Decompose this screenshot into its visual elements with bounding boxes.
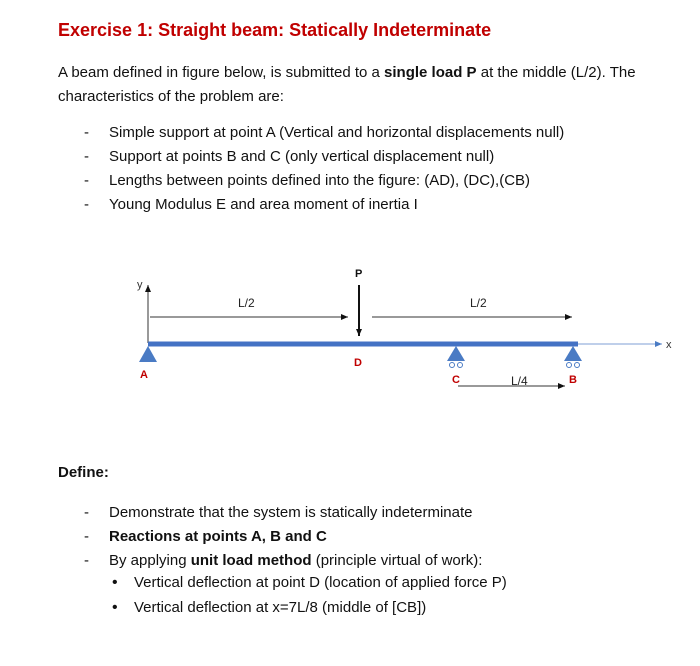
dimension-label-db: L/2 [470, 296, 487, 310]
define-item: - Demonstrate that the system is statically indeterminate [84, 501, 482, 525]
define-item [84, 525, 482, 549]
support-a-icon [139, 346, 157, 362]
exercise-title: Exercise 1: Straight beam: Statically Indeterminate [58, 20, 492, 40]
load-label: P [355, 268, 363, 280]
define-item-bold: unit load method [190, 552, 312, 569]
characteristic-item: - Young Modulus E and area moment of inertia I [84, 193, 564, 217]
point-a-label: A [140, 369, 148, 381]
beam-diagram [0, 255, 700, 405]
intro-load-bold: single load P [384, 64, 477, 81]
intro-text-start: A beam defined in figure below, is submitted to a [58, 64, 385, 81]
bullet-item: • Vertical deflection at x=7L/8 (middle of [CB]) [110, 595, 507, 620]
intro-text-end: at the middle (L/2). The characteristics of the problem are: [58, 64, 636, 105]
y-axis-label: y [137, 279, 143, 291]
intro-paragraph [58, 61, 668, 109]
define-item-bold: Reactions at points A, B and C [109, 528, 327, 545]
dimension-label-ad: L/2 [238, 296, 255, 310]
point-c-label: C [452, 374, 460, 386]
bullet-item: • Vertical deflection at point D (location of applied force P) [110, 570, 507, 595]
define-heading: Define: [58, 464, 109, 481]
define-list [84, 501, 482, 573]
support-b-icon [564, 346, 582, 368]
characteristics-list [84, 121, 564, 217]
dimension-label-cb: L/4 [511, 374, 528, 388]
x-axis-label: x [666, 339, 672, 351]
deflection-bullets [110, 570, 507, 620]
point-d-label: D [354, 357, 362, 369]
define-item-text: (principle virtual of work): [311, 552, 483, 569]
point-b-label: B [569, 374, 577, 386]
characteristic-item: - Support at points B and C (only vertical displacement null) [84, 145, 564, 169]
characteristic-item: - Lengths between points defined into the figure: (AD), (DC),(CB) [84, 169, 564, 193]
support-c-icon [447, 346, 465, 368]
define-item-text: By applying [109, 552, 191, 569]
characteristic-item: - Simple support at point A (Vertical and horizontal displacements null) [84, 121, 564, 145]
